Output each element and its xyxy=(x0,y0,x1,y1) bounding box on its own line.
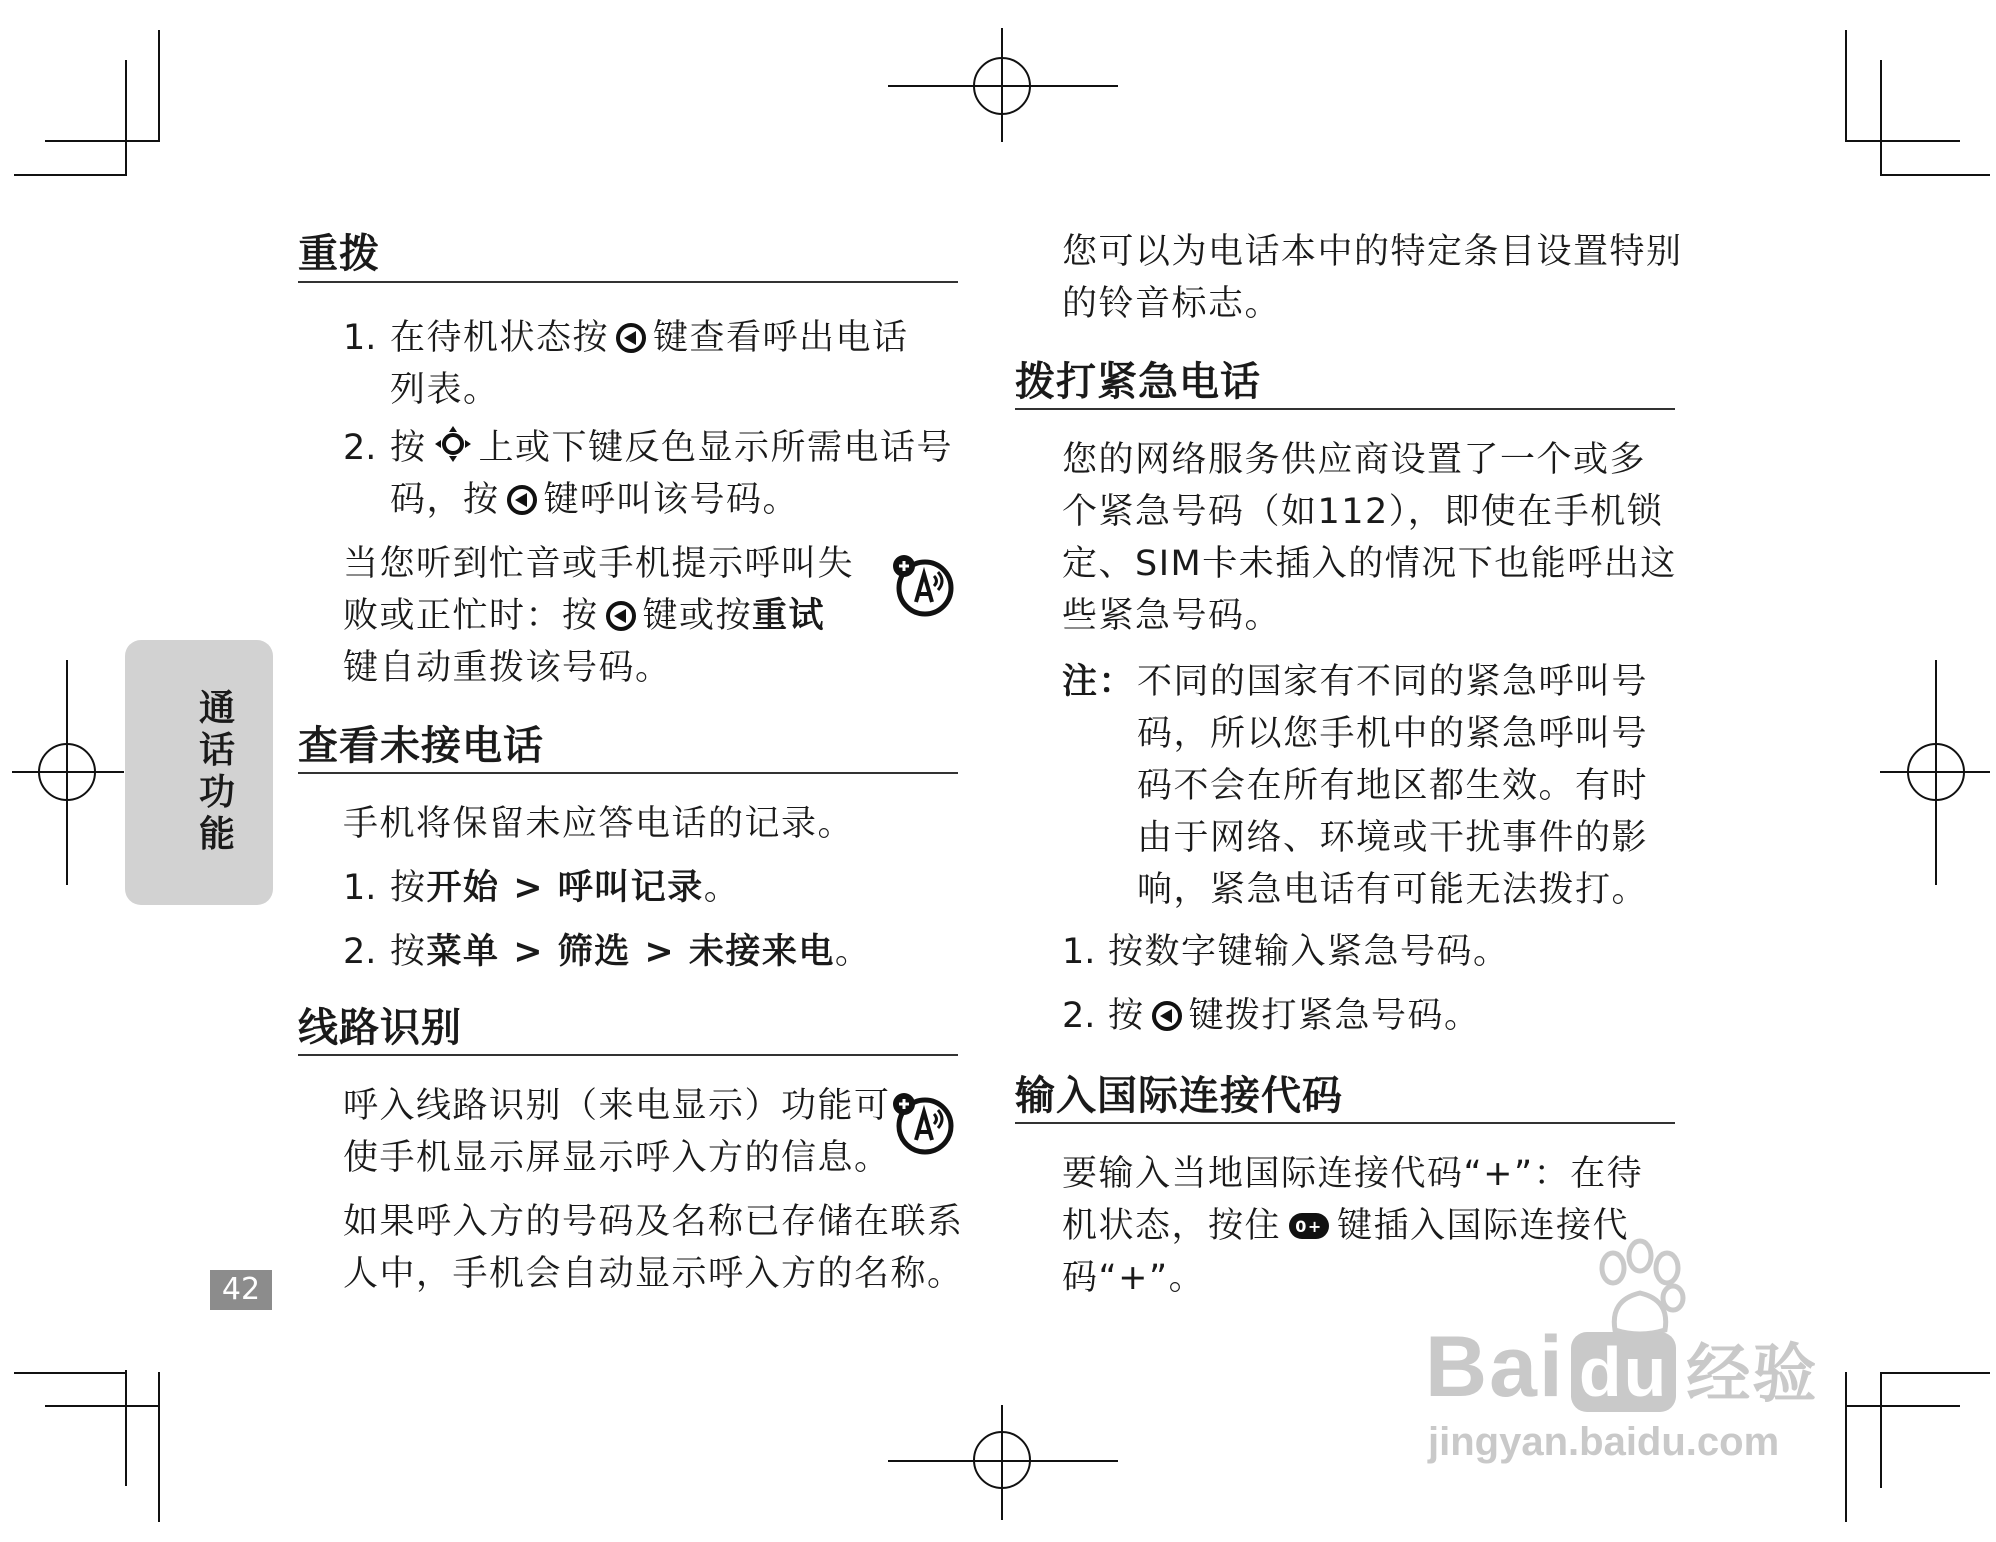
emergency-note-line-1: 不同的国家有不同的紧急呼叫号 xyxy=(1137,662,1649,702)
redial-step-1: 在待机状态按 键查看呼出电话 xyxy=(390,318,909,358)
watermark-brand: Bai du 经验 xyxy=(1425,1319,1819,1415)
step-number: 1. xyxy=(343,318,377,358)
caller-id-p2-line-2: 人中，手机会自动显示呼入方的名称。 xyxy=(343,1254,964,1294)
section-rule xyxy=(298,772,958,774)
step-number: 2. xyxy=(343,932,377,972)
emergency-line-1: 您的网络服务供应商设置了一个或多 xyxy=(1062,440,1647,480)
step-number: 1. xyxy=(1062,932,1096,972)
send-key-icon xyxy=(615,322,647,354)
emergency-line-4: 些紧急号码。 xyxy=(1062,596,1282,636)
intl-line-2: 机状态，按住 0+ 键插入国际连接代 xyxy=(1062,1206,1630,1246)
send-key-icon xyxy=(506,484,538,516)
emergency-note-line-3: 码不会在所有地区都生效。有时 xyxy=(1137,766,1649,806)
send-key-icon xyxy=(1151,1000,1183,1032)
ringtone-line-1: 您可以为电话本中的特定条目设置特别 xyxy=(1062,232,1683,272)
watermark-url: jingyan.baidu.com xyxy=(1428,1420,1780,1464)
note-label: 注： xyxy=(1062,662,1136,702)
network-feature-icon xyxy=(890,552,956,618)
side-tab-label: 通话功能 xyxy=(198,688,237,855)
emergency-line-2: 个紧急号码（如112），即使在手机锁 xyxy=(1062,492,1664,532)
emergency-note-line-2: 码，所以您手机中的紧急呼叫号 xyxy=(1137,714,1649,754)
emergency-note-line-5: 响，紧急电话有可能无法拨打。 xyxy=(1137,870,1649,910)
section-rule xyxy=(298,281,958,283)
svg-text:0+: 0+ xyxy=(1295,1217,1323,1236)
nav-key-icon xyxy=(433,424,473,464)
redial-note-line-2: 败或正忙时：按 键或按重试 xyxy=(343,596,826,636)
step-number: 1. xyxy=(343,868,377,908)
section-rule xyxy=(298,1054,958,1056)
ringtone-line-2: 的铃音标志。 xyxy=(1062,284,1282,324)
redial-step-1-cont: 列表。 xyxy=(390,370,500,410)
missed-step-2: 按菜单 > 筛选 > 未接来电。 xyxy=(390,932,872,972)
redial-note-line-3: 键自动重拨该号码。 xyxy=(343,648,672,688)
intl-line-3: 码“+”。 xyxy=(1062,1258,1206,1298)
section-rule xyxy=(1015,1122,1675,1124)
redial-step-2: 按 上或下键反色显示所需电话号 xyxy=(390,422,960,474)
emergency-line-3: 定、SIM卡未插入的情况下也能呼出这 xyxy=(1062,544,1677,584)
emergency-step-1: 按数字键输入紧急号码。 xyxy=(1108,932,1510,972)
emergency-note-line-4: 由于网络、环境或干扰事件的影 xyxy=(1137,818,1649,858)
page-number: 42 xyxy=(210,1270,272,1310)
intl-code-heading: 输入国际连接代码 xyxy=(1015,1073,1343,1119)
missed-intro: 手机将保留未应答电话的记录。 xyxy=(343,804,855,844)
emergency-heading: 拨打紧急电话 xyxy=(1015,359,1261,405)
redial-note-line-1: 当您听到忙音或手机提示呼叫失 xyxy=(343,544,855,584)
caller-id-p2-line-1: 如果呼入方的号码及名称已存储在联系 xyxy=(343,1202,964,1242)
missed-calls-heading: 查看未接电话 xyxy=(298,723,544,769)
section-rule xyxy=(1015,408,1675,410)
emergency-step-2: 按 键拨打紧急号码。 xyxy=(1108,996,1481,1036)
network-feature-icon xyxy=(890,1090,956,1156)
caller-id-p1-line-2: 使手机显示屏显示呼入方的信息。 xyxy=(343,1138,891,1178)
send-key-icon xyxy=(605,600,637,632)
redial-step-2-cont: 码，按 键呼叫该号码。 xyxy=(390,480,800,520)
intl-line-1: 要输入当地国际连接代码“+”：在待 xyxy=(1062,1154,1644,1194)
redial-heading: 重拨 xyxy=(298,231,380,277)
step-number: 2. xyxy=(1062,996,1096,1036)
step-number: 2. xyxy=(343,428,377,468)
caller-id-p1-line-1: 呼入线路识别（来电显示）功能可 xyxy=(343,1086,891,1126)
zero-key-icon xyxy=(1287,1210,1331,1242)
caller-id-heading: 线路识别 xyxy=(298,1005,462,1051)
missed-step-1: 按开始 > 呼叫记录。 xyxy=(390,868,741,908)
